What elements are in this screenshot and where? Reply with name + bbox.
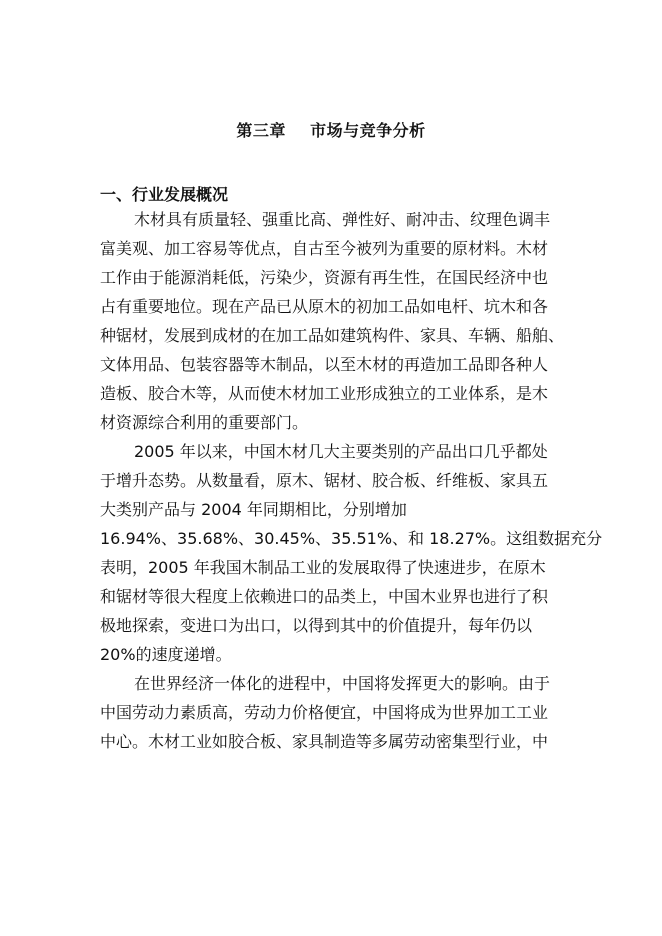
paragraph-3-line-3: 中心。木材工业如胶合板、家具制造等多属劳动密集型行业，中	[100, 732, 549, 751]
paragraph-2-line-5: 表明，2005 年我国木制品工业的发展取得了快速进步，在原木	[100, 558, 546, 577]
paragraph-1-line-6: 文体用品、包装容器等木制品，以至木材的再造加工品即各种人	[100, 355, 549, 374]
section-heading: 一、行业发展概况	[100, 185, 229, 204]
paragraph-2-line-4: 16.94%、35.68%、30.45%、35.51%、和 18.27%。这组数据充分	[100, 529, 603, 548]
chapter-title: 第三章 市场与竞争分析	[236, 121, 426, 140]
paragraph-1-line-2: 富美观、加工容易等优点，自古至今被列为重要的原材料。木材	[100, 239, 549, 258]
paragraph-3-line-2: 中国劳动力素质高，劳动力价格便宜，中国将成为世界加工工业	[100, 703, 549, 722]
paragraph-3-line-1: 在世界经济一体化的进程中，中国将发挥更大的影响。由于	[134, 674, 551, 693]
paragraph-1-line-1: 木材具有质量轻、强重比高、弹性好、耐冲击、纹理色调丰	[134, 210, 551, 229]
paragraph-2-line-6: 和锯材等很大程度上依赖进口的品类上，中国木业界也进行了积	[100, 587, 549, 606]
paragraph-1-line-5: 种锯材，发展到成材的在加工品如建筑构件、家具、车辆、船舶、	[100, 326, 565, 345]
paragraph-2-line-2: 于增升态势。从数量看，原木、锯材、胶合板、纤维板、家具五	[100, 471, 549, 490]
paragraph-2-line-3: 大类别产品与 2004 年同期相比，分别增加	[100, 500, 407, 519]
paragraph-2-line-8: 20%的速度递增。	[100, 645, 232, 664]
paragraph-2-line-7: 极地探索，变进口为出口，以得到其中的价值提升，每年仍以	[100, 616, 533, 635]
paragraph-1-line-4: 占有重要地位。现在产品已从原木的初加工品如电杆、坑木和各	[100, 297, 549, 316]
paragraph-1-line-7: 造板、胶合木等，从而使木材加工业形成独立的工业体系，是木	[100, 384, 549, 403]
paragraph-2-line-1: 2005 年以来，中国木材几大主要类别的产品出口几乎都处	[134, 442, 548, 461]
paragraph-1-line-8: 材资源综合利用的重要部门。	[100, 413, 309, 432]
paragraph-1-line-3: 工作由于能源消耗低，污染少，资源有再生性，在国民经济中也	[100, 268, 549, 287]
